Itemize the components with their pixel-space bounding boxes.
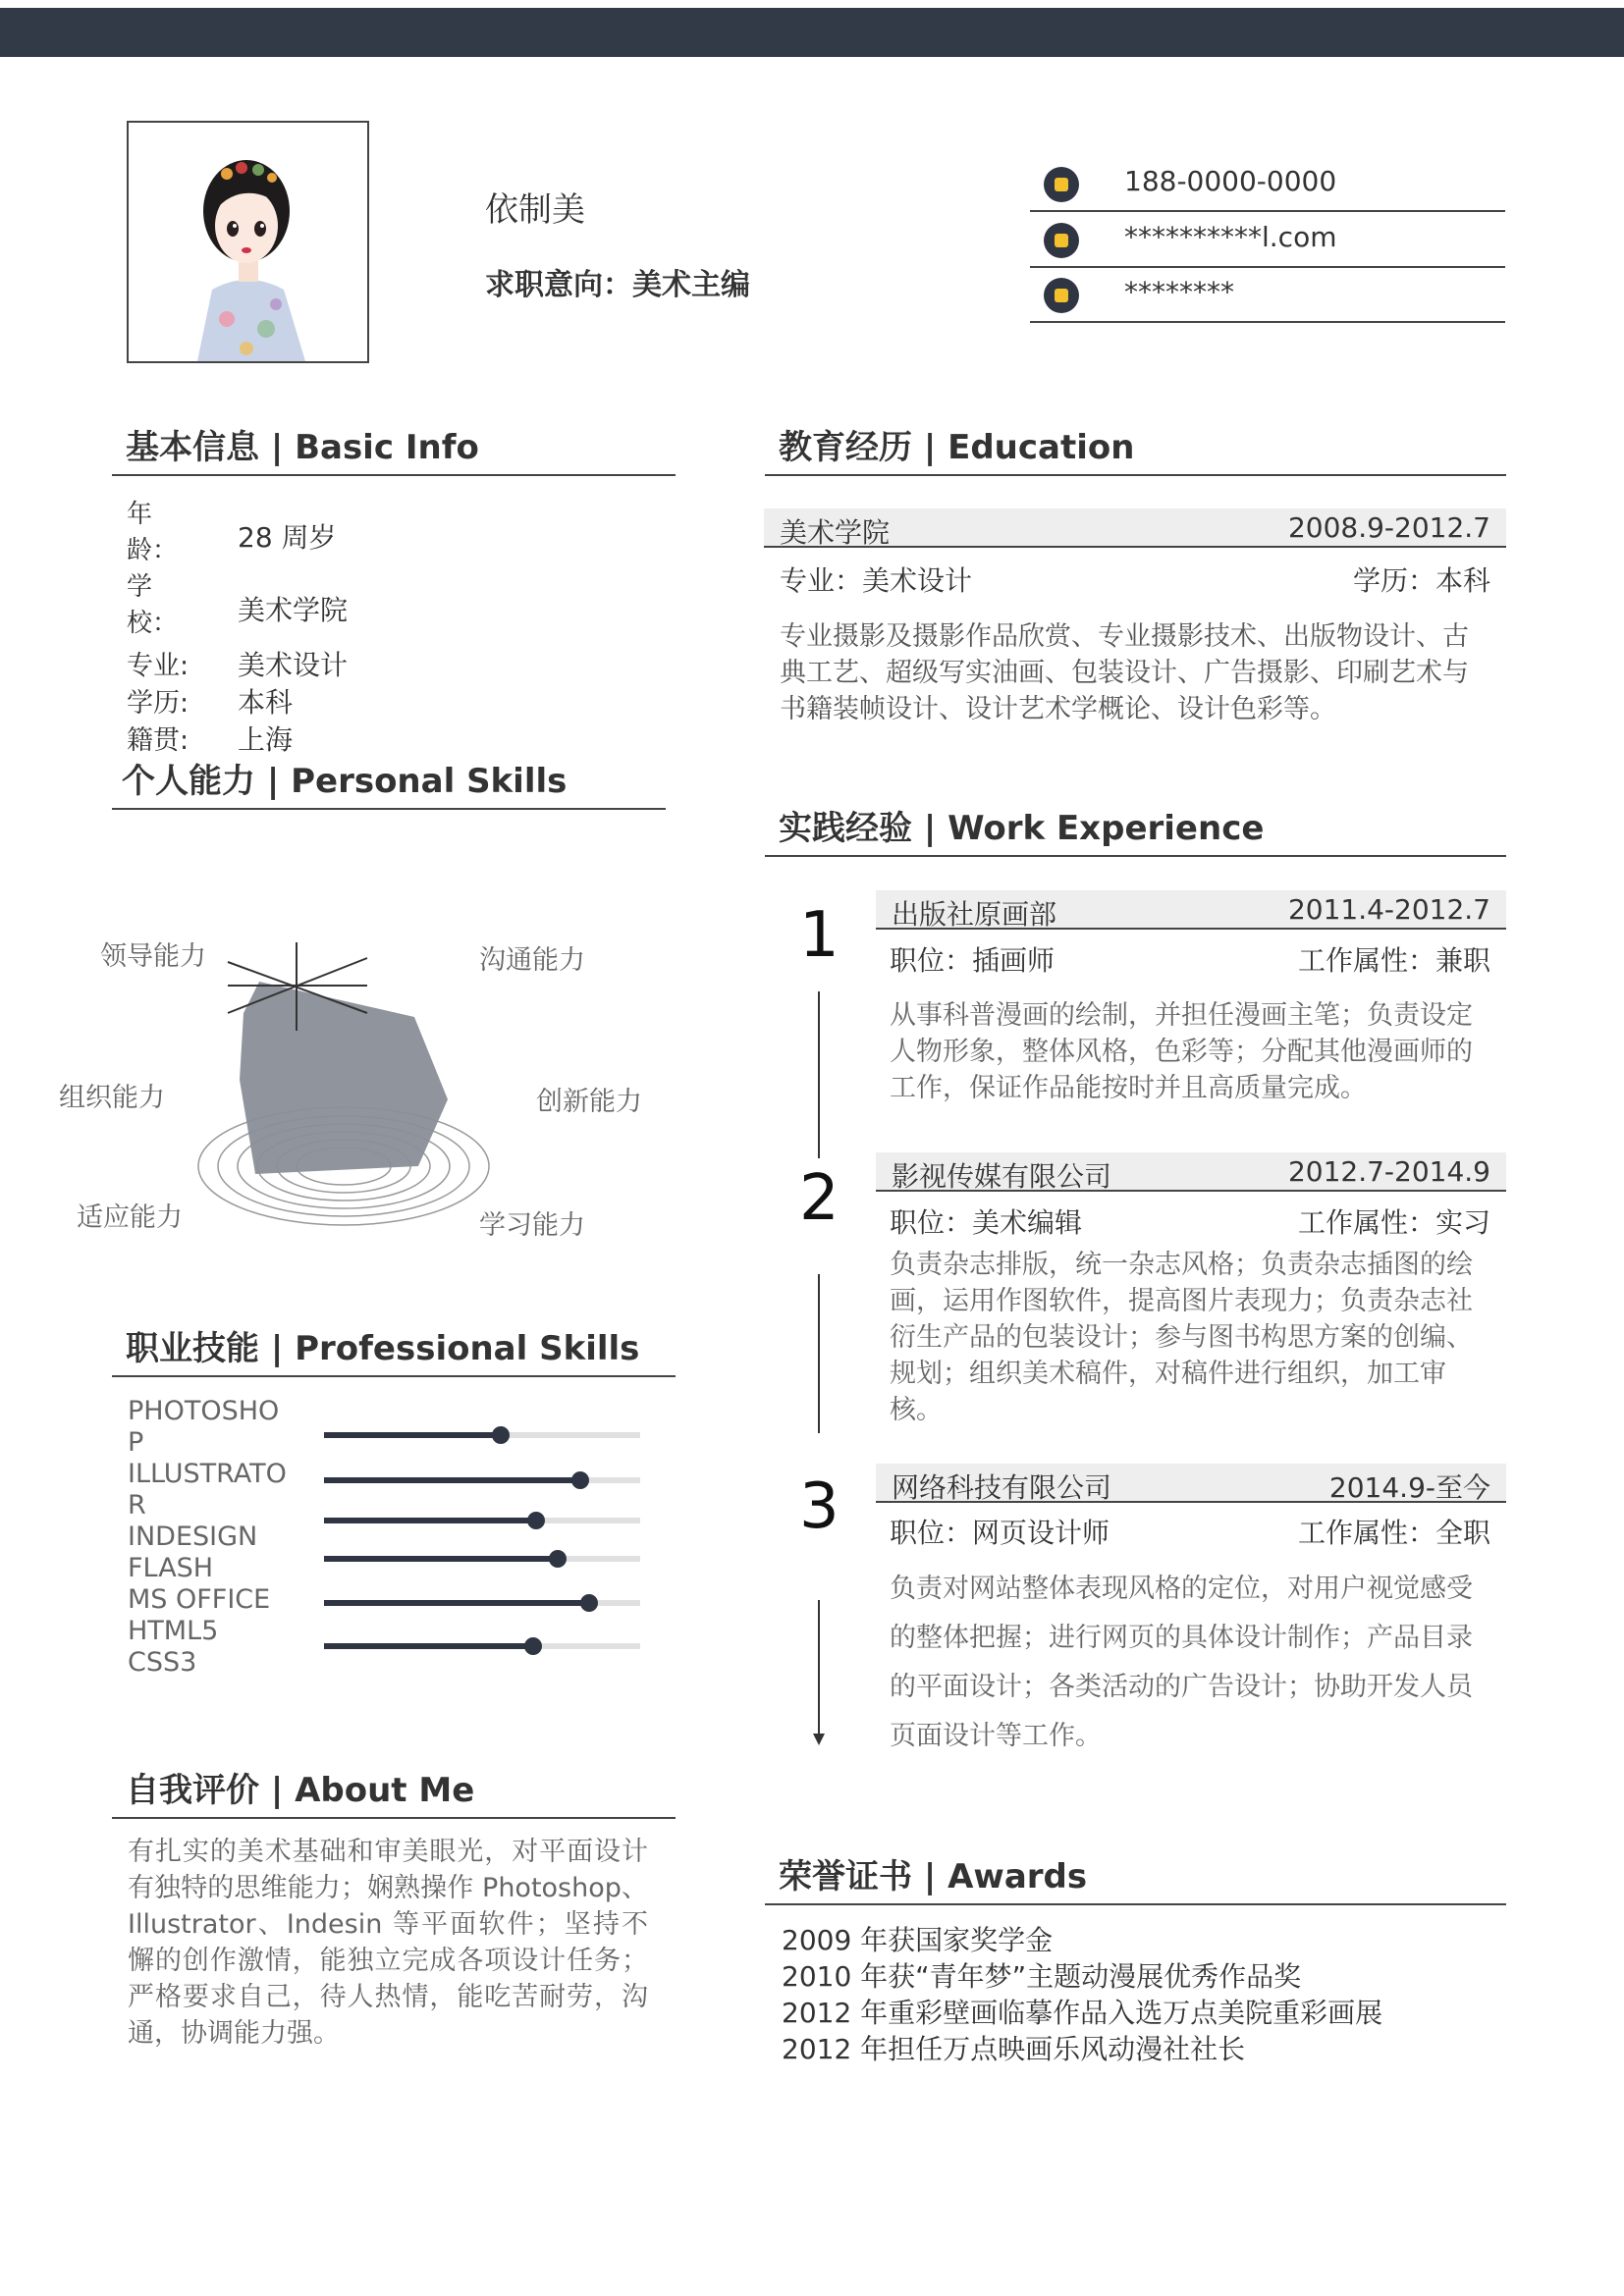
skill-fill	[324, 1643, 533, 1649]
skill-bar-indesign	[324, 1518, 640, 1523]
radar-label-adaptability: 适应能力	[77, 1202, 183, 1233]
skill-bar-msoffice	[324, 1600, 640, 1606]
info-value-degree: 本科	[238, 686, 294, 719]
education-period: 2008.9-2012.7	[1287, 511, 1490, 544]
skill-knob	[549, 1550, 567, 1568]
job-1-company: 出版社原画部	[892, 898, 1057, 931]
skill-name-css3: CSS3	[128, 1647, 197, 1678]
skill-name-illustrator: ILLUSTRATOR	[128, 1459, 287, 1521]
work-experience-title: 实践经验 | Work Experience	[765, 801, 1506, 857]
job-intent: 求职意向：美术主编	[485, 268, 750, 302]
award-item: 2012 年重彩壁画临摹作品入选万点美院重彩画展	[782, 1997, 1383, 2029]
job-1-header	[876, 890, 1506, 930]
skills-radar	[157, 923, 530, 1237]
job-3-type: 工作属性：全职	[1297, 1517, 1490, 1549]
radar-label-communication: 沟通能力	[479, 945, 585, 976]
contact-phone-text: 188-0000-0000	[1124, 165, 1337, 197]
job-number-2: 2	[799, 1162, 839, 1235]
job-3-company: 网络科技有限公司	[892, 1471, 1112, 1504]
info-label-school: 学校：	[127, 572, 179, 638]
skill-bar-photoshop	[324, 1432, 640, 1438]
skill-knob	[580, 1594, 598, 1612]
skill-fill	[324, 1477, 580, 1483]
job-3-header	[876, 1464, 1506, 1503]
contact-email-text: **********l.com	[1124, 221, 1337, 253]
skill-fill	[324, 1432, 501, 1438]
job-2-company: 影视传媒有限公司	[892, 1160, 1112, 1193]
info-label-hometown: 籍贯:	[127, 725, 189, 756]
skill-name-photoshop: PHOTOSHOP	[128, 1396, 280, 1458]
personal-skills-title: 个人能力 | Personal Skills	[112, 754, 666, 810]
job-number-3: 3	[799, 1470, 839, 1543]
job-2-period: 2012.7-2014.9	[1287, 1155, 1490, 1188]
radar-label-learning: 学习能力	[479, 1210, 585, 1241]
education-header	[764, 508, 1506, 548]
skill-bar-flash	[324, 1556, 640, 1562]
job-3-period: 2014.9-至今	[1328, 1471, 1490, 1504]
info-value-major: 美术设计	[238, 649, 349, 681]
contact-qq	[1030, 266, 1505, 323]
about-me-text: 有扎实的美术基础和审美眼光，对平面设计有独特的思维能力；娴熟操作 Photoshop、Illustrator、Indesin 等平面软件；坚持不懈的创作激情，能独立完成各项设计任务；严格要求自己，待人热情，能吃苦耐劳，沟通，协调能力强。	[128, 1837, 648, 2049]
skill-name-flash: FLASH	[128, 1553, 214, 1583]
about-me-title: 自我评价 | About Me	[112, 1763, 676, 1819]
job-3-position: 职位：网页设计师	[890, 1517, 1110, 1549]
skill-bar-illustrator	[324, 1477, 640, 1483]
applicant-name: 依制美	[485, 190, 585, 230]
job-1-description: 从事科普漫画的绘制，并担任漫画主笔；负责设定人物形象，整体风格，色彩等；分配其他漫画师的工作，保证作品能按时并且高质量完成。	[890, 1000, 1473, 1103]
award-item: 2009 年获国家奖学金	[782, 1924, 1054, 1956]
skill-fill	[324, 1600, 589, 1606]
education-major: 专业：美术设计	[780, 564, 973, 597]
skill-fill	[324, 1556, 558, 1562]
contact-qq-text: ********	[1124, 276, 1234, 308]
job-2-description: 负责杂志排版，统一杂志风格；负责杂志插图的绘画，运用作图软件，提高图片表现力；负责杂志社衍生产品的包装设计；参与图书构思方案的创编、规划；组织美术稿件，对稿件进行组织，加工审核。	[890, 1250, 1473, 1425]
job-2-header	[876, 1152, 1506, 1192]
award-item: 2010 年获“青年梦”主题动漫展优秀作品奖	[782, 1960, 1302, 1993]
info-value-age: 28 周岁	[238, 521, 337, 554]
top-banner	[0, 8, 1624, 57]
radar-label-innovation: 创新能力	[536, 1087, 642, 1117]
qq-icon	[1044, 278, 1079, 313]
radar-label-leadership: 领导能力	[100, 941, 206, 972]
job-1-position: 职位：插画师	[890, 944, 1056, 977]
avatar-illustration	[129, 123, 367, 361]
info-value-hometown: 上海	[238, 723, 294, 756]
job-3-description: 负责对网站整体表现风格的定位，对用户视觉感受的整体把握；进行网页的具体设计制作；产品目录的平面设计；各类活动的广告设计；协助开发人员页面设计等工作。	[890, 1574, 1473, 1751]
education-degree: 学历：本科	[1352, 564, 1490, 597]
skill-knob	[524, 1637, 542, 1655]
radar-label-organization: 组织能力	[59, 1083, 165, 1113]
education-courses: 专业摄影及摄影作品欣赏、专业摄影技术、出版物设计、古典工艺、超级写实油画、包装设计、广告摄影、印刷艺术与书籍装帧设计、设计艺术学概论、设计色彩等。	[780, 621, 1469, 724]
skill-knob	[527, 1512, 545, 1529]
job-1-period: 2011.4-2012.7	[1287, 893, 1490, 926]
skill-name-indesign: INDESIGN	[128, 1522, 258, 1552]
awards-title: 荣誉证书 | Awards	[765, 1849, 1506, 1905]
phone-icon	[1044, 167, 1079, 202]
basic-info-title: 基本信息 | Basic Info	[112, 420, 676, 476]
skill-name-html5: HTML5	[128, 1616, 219, 1646]
timeline-line	[809, 991, 829, 1747]
mail-icon	[1044, 223, 1079, 258]
skill-knob	[492, 1426, 510, 1444]
info-value-school: 美术学院	[238, 594, 349, 626]
education-school: 美术学院	[780, 516, 891, 549]
info-label-major: 专业:	[127, 651, 189, 681]
skill-bar-html5	[324, 1643, 640, 1649]
job-2-position: 职位：美术编辑	[890, 1206, 1083, 1239]
skill-name-msoffice: MS OFFICE	[128, 1584, 271, 1615]
info-label-degree: 学历:	[127, 688, 189, 719]
skill-knob	[571, 1471, 589, 1489]
job-1-type: 工作属性：兼职	[1297, 944, 1490, 977]
skill-fill	[324, 1518, 536, 1523]
job-number-1: 1	[799, 899, 839, 972]
contact-email	[1030, 211, 1505, 268]
education-title: 教育经历 | Education	[765, 420, 1506, 476]
avatar	[127, 121, 369, 363]
professional-skills-title: 职业技能 | Professional Skills	[112, 1321, 676, 1377]
award-item: 2012 年担任万点映画乐风动漫社社长	[782, 2033, 1246, 2065]
job-2-type: 工作属性：实习	[1297, 1206, 1490, 1239]
info-label-age: 年龄：	[127, 500, 179, 565]
contact-phone	[1030, 155, 1505, 212]
